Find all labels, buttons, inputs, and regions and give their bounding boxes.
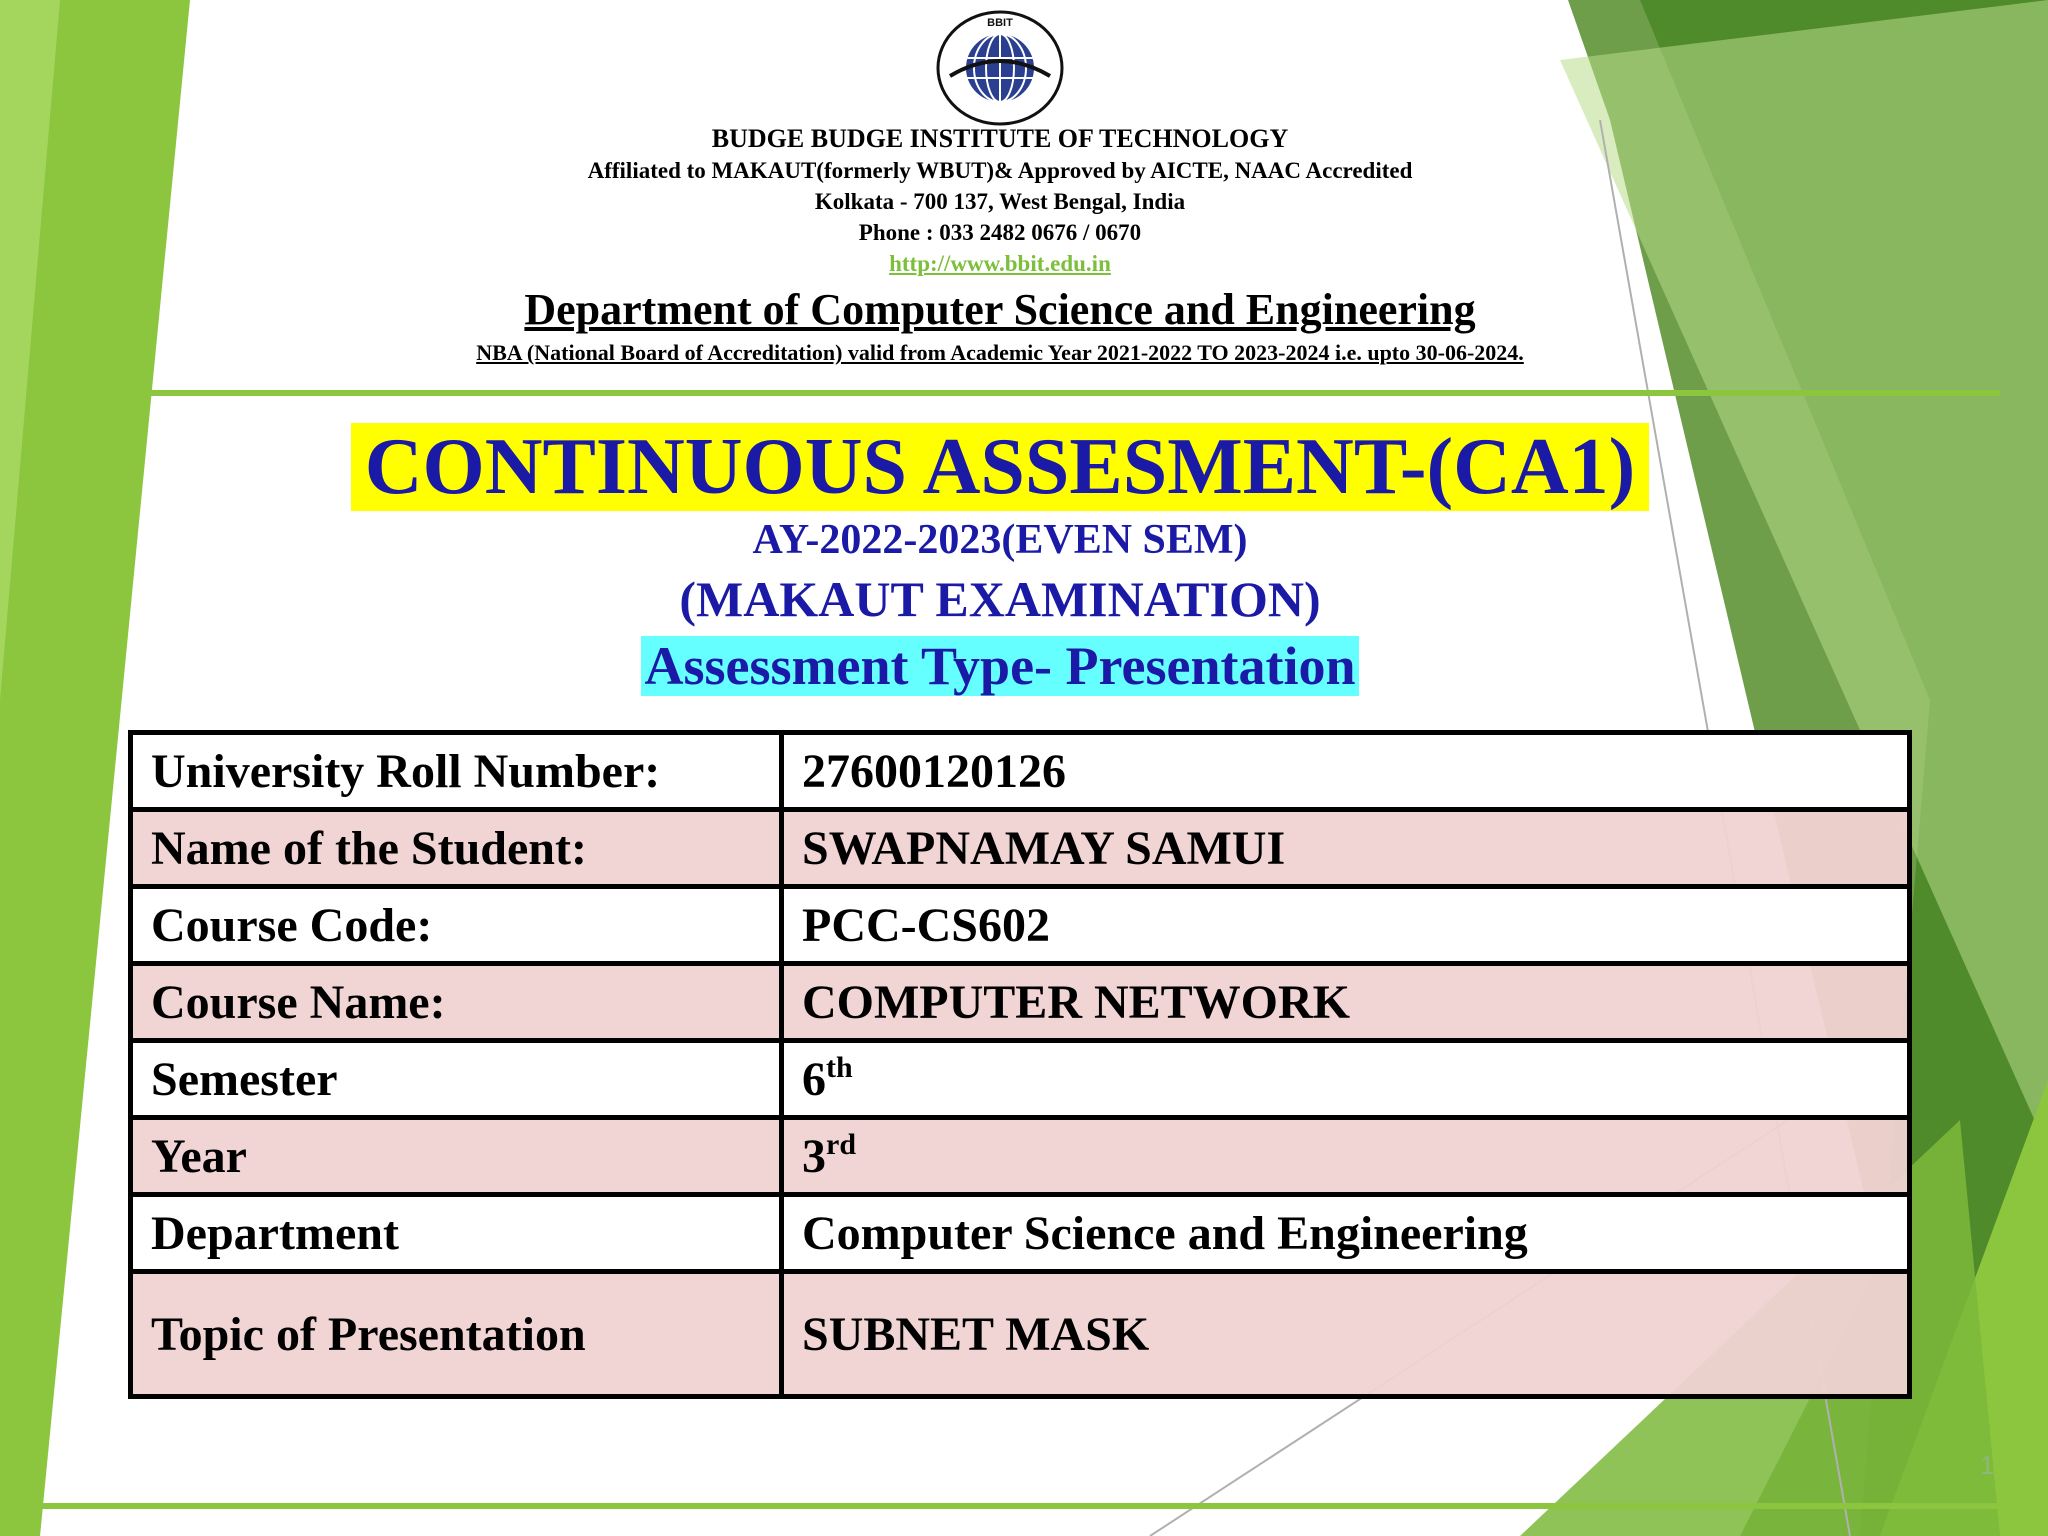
- row-value: COMPUTER NETWORK: [782, 964, 1910, 1041]
- address-text: Kolkata - 700 137, West Bengal, India: [814, 189, 1186, 214]
- website-link[interactable]: http://www.bbit.edu.in: [889, 251, 1111, 276]
- row-label: Department: [131, 1195, 782, 1272]
- row-label: Year: [131, 1118, 782, 1195]
- row-value: PCC-CS602: [782, 887, 1910, 964]
- row-label: Topic of Presentation: [131, 1272, 782, 1397]
- row-value: 3: [802, 1129, 826, 1183]
- table-row: [131, 887, 1910, 964]
- slide-number: 1: [1980, 1450, 1995, 1480]
- table-row: [131, 1195, 1910, 1272]
- row-value-cell: [782, 1118, 1910, 1195]
- row-value: Computer Science and Engineering: [782, 1195, 1910, 1272]
- assessment-type: Assessment Type- Presentation: [641, 636, 1360, 696]
- row-value-cell: [782, 1041, 1910, 1118]
- institute-name: BUDGE BUDGE INSTITUTE OF TECHNOLOGY: [711, 124, 1289, 153]
- table-row: [131, 733, 1910, 810]
- row-label: Course Code:: [131, 887, 782, 964]
- row-value-suffix: th: [826, 1050, 853, 1084]
- academic-year: AY-2022-2023(EVEN SEM): [752, 517, 1248, 563]
- table-row: [131, 964, 1910, 1041]
- table-row: [131, 1041, 1910, 1118]
- student-info-table: [128, 730, 1912, 1399]
- table-row: [131, 1272, 1910, 1397]
- row-label: Course Name:: [131, 964, 782, 1041]
- row-value: SUBNET MASK: [782, 1272, 1910, 1397]
- row-label: University Roll Number:: [131, 733, 782, 810]
- row-value: 27600120126: [782, 733, 1910, 810]
- department-heading: Department of Computer Science and Engineering: [524, 285, 1476, 334]
- row-value: 6: [802, 1052, 826, 1106]
- logo-text: BBIT: [987, 17, 1013, 29]
- phone-text: Phone : 033 2482 0676 / 0670: [858, 220, 1142, 245]
- table-row: [131, 1118, 1910, 1195]
- assessment-title-wrap: [0, 422, 2000, 512]
- examination-label: (MAKAUT EXAMINATION): [679, 571, 1321, 627]
- assessment-title: CONTINUOUS ASSESMENT-(CA1): [351, 423, 1650, 511]
- table-row: [131, 810, 1910, 887]
- institute-logo: [930, 6, 1070, 126]
- nba-accreditation-note: NBA (National Board of Accreditation) valid from Academic Year 2021-2022 TO 2023-2024 i.e. upto 30-06-2024.: [476, 340, 1524, 365]
- row-value: SWAPNAMAY SAMUI: [782, 810, 1910, 887]
- row-label: Name of the Student:: [131, 810, 782, 887]
- affiliation-text: Affiliated to MAKAUT(formerly WBUT)& Approved by AICTE, NAAC Accredited: [587, 158, 1413, 183]
- row-value-suffix: rd: [826, 1127, 856, 1161]
- assessment-type-wrap: [0, 634, 2000, 698]
- row-label: Semester: [131, 1041, 782, 1118]
